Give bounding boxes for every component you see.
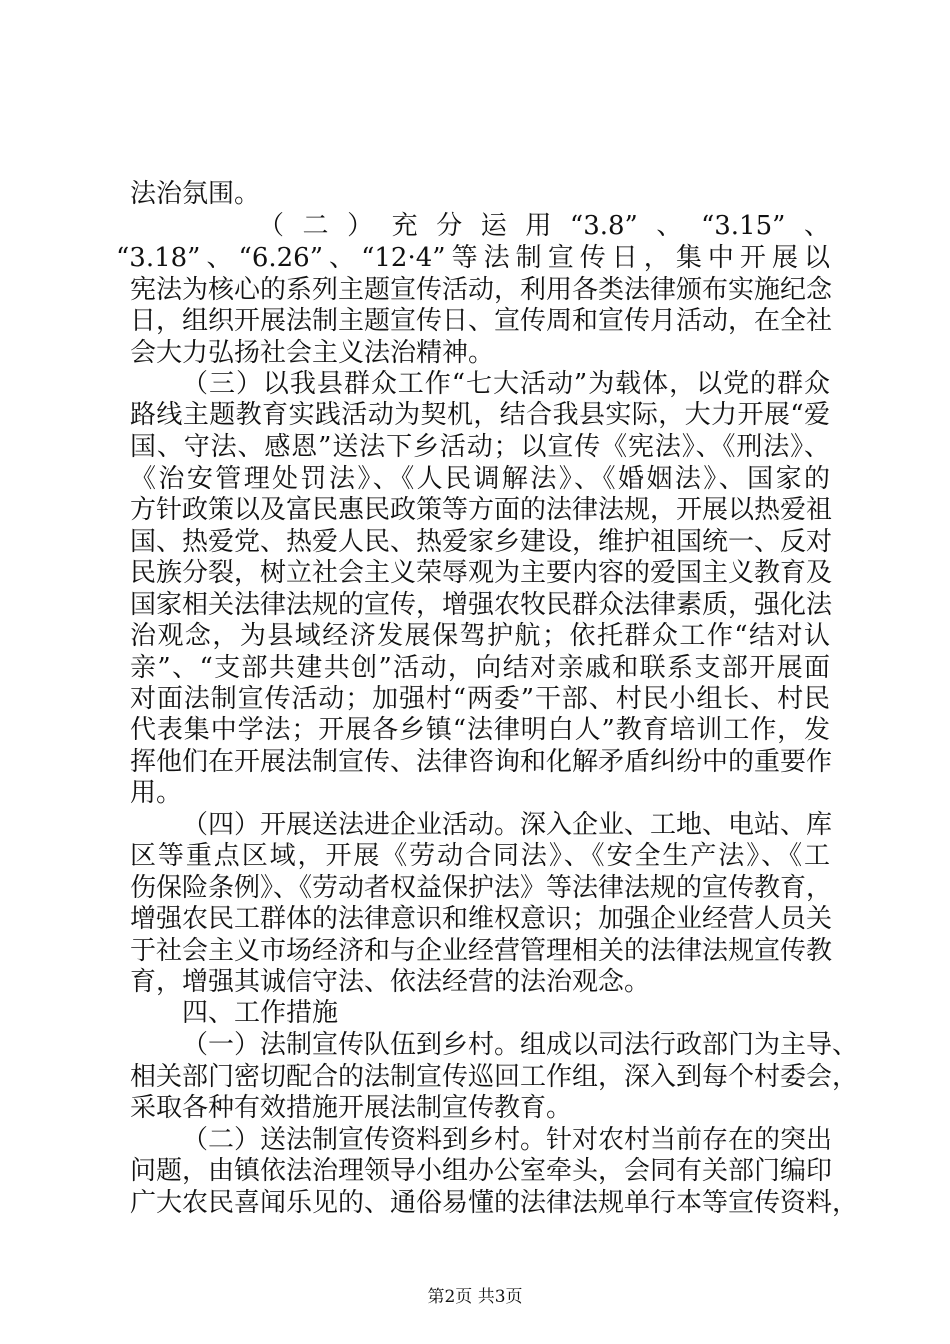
text-line: 路线主题教育实践活动为契机，结合我县实际，大力开展“爱 [130, 400, 830, 430]
text-line: 国家相关法律法规的宣传，增强农牧民群众法律素质，强化法 [130, 590, 833, 620]
text-line: 广大农民喜闻乐见的、通俗易懂的法律法规单行本等宣传资料， [130, 1188, 859, 1218]
text-line: 对面法制宣传活动；加强村“两委”干部、村民小组长、村民 [130, 684, 830, 714]
text-line: 方针政策以及富民惠民政策等方面的法律法规，开展以热爱祖 [130, 495, 833, 525]
text-line: 亲”、“支部共建共创”活动，向结对亲戚和联系支部开展面 [130, 653, 830, 683]
page-footer: 第2页 共3页 [427, 1287, 523, 1307]
text-line: 问题，由镇依法治理领导小组办公室牵头，会同有关部门编印 [130, 1156, 833, 1186]
text-line: 国、热爱党、热爱人民、热爱家乡建设，维护祖国统一、反对 [130, 527, 833, 557]
text-line: 增强农民工群体的法律意识和维权意识；加强企业经营人员关 [130, 904, 833, 934]
text-line: 育，增强其诚信守法、依法经营的法治观念。 [130, 967, 651, 997]
text-line: （四）开展送法进企业活动。深入企业、工地、电站、库 [182, 810, 833, 840]
text-line: 相关部门密切配合的法制宣传巡回工作组，深入到每个村委会， [130, 1062, 859, 1092]
text-line: （三）以我县群众工作“七大活动”为载体，以党的群众 [182, 369, 830, 399]
text-line: “3.18”、“6.26”、“12·4”等法制宣传日，集中开展以 [116, 243, 830, 273]
text-line: 挥他们在开展法制宣传、法律咨询和化解矛盾纠纷中的重要作 [130, 747, 833, 777]
text-line: 会大力弘扬社会主义法治精神。 [130, 338, 495, 368]
text-line: 伤保险条例》、《劳动者权益保护法》等法律法规的宣传教育， [130, 873, 833, 903]
text-line: 于社会主义市场经济和与企业经营管理相关的法律法规宣传教 [130, 936, 833, 966]
text-line: （一）法制宣传队伍到乡村。组成以司法行政部门为主导、 [182, 1030, 859, 1060]
text-line: 区等重点区域，开展《劳动合同法》、《安全生产法》、《工 [130, 841, 830, 871]
text-line: 《治安管理处罚法》、《人民调解法》、《婚姻法》、国家的 [130, 464, 830, 494]
text-line: 宪法为核心的系列主题宣传活动，利用各类法律颁布实施纪念 [130, 275, 833, 305]
text-line: 国、守法、感恩”送法下乡活动；以宣传《宪法》、《刑法》、 [130, 432, 830, 462]
text-line: 日，组织开展法制主题宣传日、宣传周和宣传月活动，在全社 [130, 306, 833, 336]
text-line: 法治氛围。 [130, 179, 261, 209]
section-heading: 四、工作措施 [182, 998, 339, 1028]
text-line: 民族分裂，树立社会主义荣辱观为主要内容的爱国主义教育及 [130, 558, 833, 588]
text-line: 治观念，为县域经济发展保驾护航；依托群众工作“结对认 [130, 621, 830, 651]
text-line: （二）充分运用“3.8”、“3.15”、 [258, 211, 830, 241]
text-line: 采取各种有效措施开展法制宣传教育。 [130, 1093, 573, 1123]
text-line: 代表集中学法；开展各乡镇“法律明白人”教育培训工作，发 [130, 715, 830, 745]
text-line: 用。 [130, 778, 183, 808]
text-line: （二）送法制宣传资料到乡村。针对农村当前存在的突出 [182, 1125, 833, 1155]
